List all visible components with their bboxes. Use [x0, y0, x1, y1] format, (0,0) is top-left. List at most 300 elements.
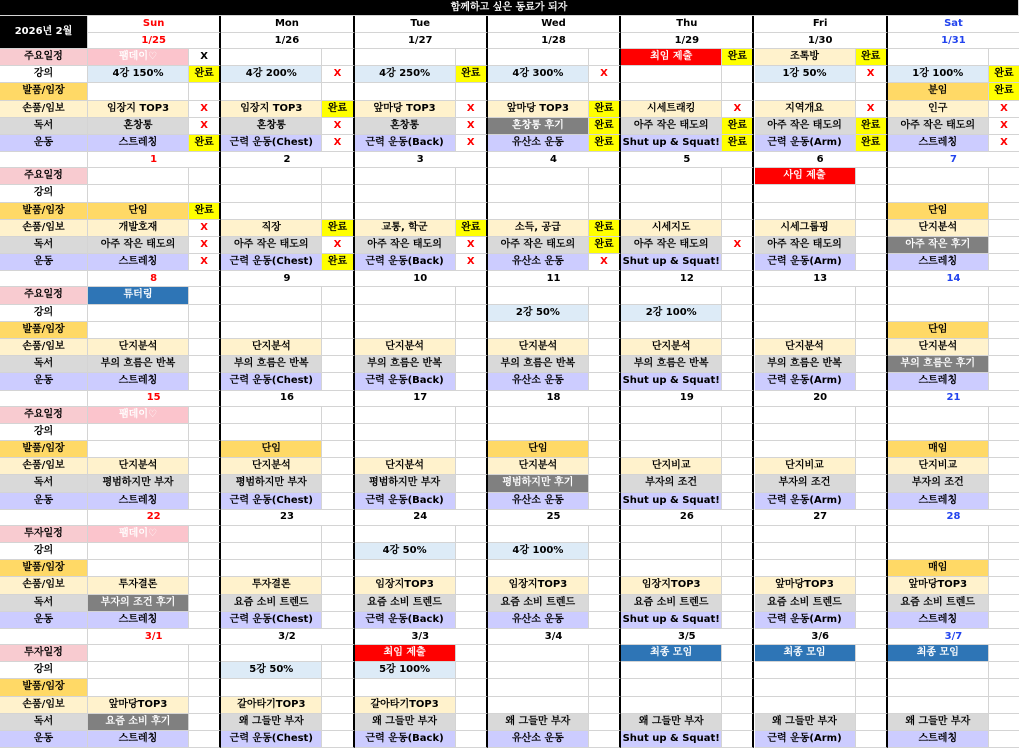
date-cell[interactable]	[488, 271, 621, 287]
row-label[interactable]	[0, 595, 88, 612]
date-cell[interactable]	[355, 510, 488, 526]
status-cell[interactable]	[189, 731, 221, 748]
task-cell[interactable]	[355, 373, 456, 390]
date-cell[interactable]	[221, 152, 354, 168]
status-cell[interactable]	[322, 203, 354, 220]
task-cell[interactable]	[355, 237, 456, 254]
date-cell[interactable]	[488, 152, 621, 168]
row-label[interactable]	[0, 49, 88, 66]
status-cell[interactable]	[322, 305, 354, 322]
task-cell[interactable]	[488, 407, 589, 424]
task-cell[interactable]	[88, 577, 189, 594]
task-cell[interactable]	[355, 679, 456, 696]
status-cell[interactable]	[856, 287, 888, 304]
task-cell[interactable]	[888, 543, 989, 560]
date-cell[interactable]	[888, 271, 1019, 287]
status-cell[interactable]	[189, 101, 221, 118]
task-cell[interactable]	[621, 101, 722, 118]
status-cell[interactable]	[456, 339, 488, 356]
status-cell[interactable]	[989, 493, 1019, 510]
task-cell[interactable]	[621, 220, 722, 237]
task-cell[interactable]	[488, 237, 589, 254]
task-cell[interactable]	[621, 714, 722, 731]
row-label[interactable]	[0, 373, 88, 390]
status-cell[interactable]	[589, 714, 621, 731]
task-cell[interactable]	[221, 118, 322, 135]
task-cell[interactable]	[755, 185, 856, 202]
task-cell[interactable]	[88, 475, 189, 492]
status-cell[interactable]	[322, 254, 354, 271]
status-cell[interactable]	[322, 424, 354, 441]
task-cell[interactable]	[621, 662, 722, 679]
status-cell[interactable]	[189, 254, 221, 271]
status-cell[interactable]	[456, 168, 488, 185]
status-cell[interactable]	[189, 287, 221, 304]
task-cell[interactable]	[888, 49, 989, 66]
status-cell[interactable]	[322, 714, 354, 731]
task-cell[interactable]	[88, 168, 189, 185]
task-cell[interactable]	[888, 373, 989, 390]
status-cell[interactable]	[456, 645, 488, 662]
status-cell[interactable]	[722, 305, 754, 322]
status-cell[interactable]	[456, 595, 488, 612]
status-cell[interactable]	[456, 237, 488, 254]
status-cell[interactable]	[856, 458, 888, 475]
task-cell[interactable]	[621, 118, 722, 135]
status-cell[interactable]	[856, 49, 888, 66]
task-cell[interactable]	[755, 441, 856, 458]
status-cell[interactable]	[856, 168, 888, 185]
task-cell[interactable]	[355, 135, 456, 152]
task-cell[interactable]	[355, 287, 456, 304]
day-name-thu[interactable]	[621, 16, 754, 33]
date-cell[interactable]	[488, 391, 621, 407]
row-label[interactable]	[0, 612, 88, 629]
status-cell[interactable]	[722, 560, 754, 577]
status-cell[interactable]	[989, 679, 1019, 696]
status-cell[interactable]	[322, 220, 354, 237]
task-cell[interactable]	[355, 731, 456, 748]
task-cell[interactable]	[755, 203, 856, 220]
week-gutter[interactable]	[0, 391, 88, 407]
task-cell[interactable]	[621, 577, 722, 594]
task-cell[interactable]	[755, 287, 856, 304]
status-cell[interactable]	[989, 237, 1019, 254]
status-cell[interactable]	[189, 66, 221, 83]
status-cell[interactable]	[589, 645, 621, 662]
task-cell[interactable]	[888, 287, 989, 304]
status-cell[interactable]	[189, 493, 221, 510]
row-label[interactable]	[0, 220, 88, 237]
status-cell[interactable]	[589, 458, 621, 475]
status-cell[interactable]	[722, 322, 754, 339]
status-cell[interactable]	[589, 254, 621, 271]
date-cell[interactable]	[88, 629, 221, 645]
task-cell[interactable]	[888, 731, 989, 748]
status-cell[interactable]	[456, 662, 488, 679]
task-cell[interactable]	[355, 339, 456, 356]
task-cell[interactable]	[755, 254, 856, 271]
row-label[interactable]	[0, 645, 88, 662]
status-cell[interactable]	[722, 339, 754, 356]
row-label[interactable]	[0, 254, 88, 271]
task-cell[interactable]	[755, 168, 856, 185]
task-cell[interactable]	[221, 339, 322, 356]
task-cell[interactable]	[221, 83, 322, 100]
status-cell[interactable]	[722, 373, 754, 390]
task-cell[interactable]	[488, 731, 589, 748]
status-cell[interactable]	[456, 49, 488, 66]
task-cell[interactable]	[355, 577, 456, 594]
task-cell[interactable]	[621, 254, 722, 271]
task-cell[interactable]	[755, 526, 856, 543]
status-cell[interactable]	[989, 714, 1019, 731]
status-cell[interactable]	[589, 731, 621, 748]
date-cell[interactable]	[755, 391, 888, 407]
task-cell[interactable]	[355, 356, 456, 373]
status-cell[interactable]	[456, 356, 488, 373]
task-cell[interactable]	[221, 526, 322, 543]
day-name-wed[interactable]	[488, 16, 621, 33]
status-cell[interactable]	[589, 424, 621, 441]
task-cell[interactable]	[221, 203, 322, 220]
status-cell[interactable]	[322, 662, 354, 679]
task-cell[interactable]	[488, 441, 589, 458]
date-cell[interactable]	[888, 510, 1019, 526]
task-cell[interactable]	[88, 714, 189, 731]
task-cell[interactable]	[621, 612, 722, 629]
status-cell[interactable]	[722, 475, 754, 492]
date-cell[interactable]	[221, 271, 354, 287]
date-cell[interactable]	[755, 33, 888, 49]
task-cell[interactable]	[621, 441, 722, 458]
status-cell[interactable]	[589, 185, 621, 202]
task-cell[interactable]	[621, 679, 722, 696]
status-cell[interactable]	[722, 220, 754, 237]
task-cell[interactable]	[755, 612, 856, 629]
row-label[interactable]	[0, 83, 88, 100]
row-label[interactable]	[0, 662, 88, 679]
task-cell[interactable]	[355, 612, 456, 629]
task-cell[interactable]	[355, 220, 456, 237]
task-cell[interactable]	[488, 287, 589, 304]
status-cell[interactable]	[989, 526, 1019, 543]
task-cell[interactable]	[488, 203, 589, 220]
task-cell[interactable]	[488, 645, 589, 662]
status-cell[interactable]	[722, 287, 754, 304]
task-cell[interactable]	[221, 305, 322, 322]
task-cell[interactable]	[88, 83, 189, 100]
status-cell[interactable]	[722, 526, 754, 543]
status-cell[interactable]	[456, 135, 488, 152]
status-cell[interactable]	[589, 49, 621, 66]
task-cell[interactable]	[621, 237, 722, 254]
task-cell[interactable]	[88, 101, 189, 118]
task-cell[interactable]	[221, 287, 322, 304]
row-label[interactable]	[0, 118, 88, 135]
status-cell[interactable]	[856, 595, 888, 612]
status-cell[interactable]	[989, 135, 1019, 152]
task-cell[interactable]	[621, 424, 722, 441]
status-cell[interactable]	[322, 493, 354, 510]
date-cell[interactable]	[355, 33, 488, 49]
status-cell[interactable]	[322, 475, 354, 492]
task-cell[interactable]	[355, 493, 456, 510]
status-cell[interactable]	[189, 185, 221, 202]
task-cell[interactable]	[755, 356, 856, 373]
date-cell[interactable]	[221, 629, 354, 645]
date-cell[interactable]	[621, 33, 754, 49]
task-cell[interactable]	[355, 697, 456, 714]
status-cell[interactable]	[456, 526, 488, 543]
task-cell[interactable]	[88, 220, 189, 237]
status-cell[interactable]	[322, 731, 354, 748]
task-cell[interactable]	[221, 475, 322, 492]
task-cell[interactable]	[888, 407, 989, 424]
task-cell[interactable]	[355, 560, 456, 577]
task-cell[interactable]	[755, 101, 856, 118]
status-cell[interactable]	[856, 560, 888, 577]
task-cell[interactable]	[621, 407, 722, 424]
status-cell[interactable]	[722, 645, 754, 662]
status-cell[interactable]	[722, 612, 754, 629]
status-cell[interactable]	[456, 560, 488, 577]
task-cell[interactable]	[621, 595, 722, 612]
status-cell[interactable]	[189, 168, 221, 185]
status-cell[interactable]	[589, 83, 621, 100]
status-cell[interactable]	[189, 203, 221, 220]
status-cell[interactable]	[456, 714, 488, 731]
task-cell[interactable]	[88, 697, 189, 714]
task-cell[interactable]	[221, 560, 322, 577]
task-cell[interactable]	[755, 493, 856, 510]
status-cell[interactable]	[722, 714, 754, 731]
status-cell[interactable]	[589, 339, 621, 356]
task-cell[interactable]	[755, 373, 856, 390]
status-cell[interactable]	[589, 305, 621, 322]
status-cell[interactable]	[189, 356, 221, 373]
week-gutter[interactable]	[0, 271, 88, 287]
task-cell[interactable]	[888, 220, 989, 237]
task-cell[interactable]	[488, 526, 589, 543]
date-cell[interactable]	[221, 33, 354, 49]
task-cell[interactable]	[888, 714, 989, 731]
status-cell[interactable]	[856, 66, 888, 83]
task-cell[interactable]	[355, 424, 456, 441]
task-cell[interactable]	[888, 697, 989, 714]
date-cell[interactable]	[621, 629, 754, 645]
task-cell[interactable]	[888, 612, 989, 629]
task-cell[interactable]	[88, 679, 189, 696]
status-cell[interactable]	[589, 595, 621, 612]
row-label[interactable]	[0, 101, 88, 118]
task-cell[interactable]	[621, 493, 722, 510]
task-cell[interactable]	[488, 220, 589, 237]
task-cell[interactable]	[621, 49, 722, 66]
status-cell[interactable]	[856, 339, 888, 356]
task-cell[interactable]	[888, 203, 989, 220]
status-cell[interactable]	[722, 577, 754, 594]
status-cell[interactable]	[322, 49, 354, 66]
status-cell[interactable]	[322, 339, 354, 356]
task-cell[interactable]	[621, 356, 722, 373]
date-cell[interactable]	[755, 271, 888, 287]
status-cell[interactable]	[989, 612, 1019, 629]
status-cell[interactable]	[989, 441, 1019, 458]
task-cell[interactable]	[621, 287, 722, 304]
task-cell[interactable]	[355, 407, 456, 424]
status-cell[interactable]	[722, 424, 754, 441]
task-cell[interactable]	[88, 118, 189, 135]
status-cell[interactable]	[589, 662, 621, 679]
task-cell[interactable]	[88, 185, 189, 202]
task-cell[interactable]	[488, 49, 589, 66]
status-cell[interactable]	[989, 49, 1019, 66]
status-cell[interactable]	[189, 305, 221, 322]
task-cell[interactable]	[755, 662, 856, 679]
status-cell[interactable]	[322, 441, 354, 458]
status-cell[interactable]	[322, 458, 354, 475]
date-cell[interactable]	[88, 391, 221, 407]
task-cell[interactable]	[621, 168, 722, 185]
status-cell[interactable]	[322, 679, 354, 696]
status-cell[interactable]	[589, 168, 621, 185]
task-cell[interactable]	[221, 731, 322, 748]
status-cell[interactable]	[722, 254, 754, 271]
task-cell[interactable]	[355, 49, 456, 66]
task-cell[interactable]	[888, 679, 989, 696]
task-cell[interactable]	[488, 560, 589, 577]
task-cell[interactable]	[888, 526, 989, 543]
status-cell[interactable]	[589, 612, 621, 629]
status-cell[interactable]	[456, 118, 488, 135]
date-cell[interactable]	[88, 33, 221, 49]
task-cell[interactable]	[88, 493, 189, 510]
task-cell[interactable]	[355, 322, 456, 339]
task-cell[interactable]	[488, 475, 589, 492]
status-cell[interactable]	[589, 441, 621, 458]
status-cell[interactable]	[989, 458, 1019, 475]
status-cell[interactable]	[322, 526, 354, 543]
status-cell[interactable]	[989, 595, 1019, 612]
task-cell[interactable]	[221, 49, 322, 66]
task-cell[interactable]	[488, 66, 589, 83]
status-cell[interactable]	[322, 612, 354, 629]
row-label[interactable]	[0, 305, 88, 322]
status-cell[interactable]	[322, 237, 354, 254]
date-cell[interactable]	[88, 152, 221, 168]
task-cell[interactable]	[488, 135, 589, 152]
row-label[interactable]	[0, 356, 88, 373]
task-cell[interactable]	[621, 203, 722, 220]
task-cell[interactable]	[755, 407, 856, 424]
status-cell[interactable]	[589, 526, 621, 543]
task-cell[interactable]	[355, 66, 456, 83]
status-cell[interactable]	[989, 118, 1019, 135]
status-cell[interactable]	[856, 731, 888, 748]
status-cell[interactable]	[189, 645, 221, 662]
task-cell[interactable]	[755, 475, 856, 492]
status-cell[interactable]	[322, 168, 354, 185]
status-cell[interactable]	[589, 66, 621, 83]
week-gutter[interactable]	[0, 510, 88, 526]
date-cell[interactable]	[888, 391, 1019, 407]
task-cell[interactable]	[88, 543, 189, 560]
task-cell[interactable]	[488, 322, 589, 339]
task-cell[interactable]	[88, 66, 189, 83]
status-cell[interactable]	[589, 220, 621, 237]
task-cell[interactable]	[221, 101, 322, 118]
status-cell[interactable]	[989, 305, 1019, 322]
status-cell[interactable]	[456, 287, 488, 304]
task-cell[interactable]	[621, 475, 722, 492]
status-cell[interactable]	[589, 577, 621, 594]
status-cell[interactable]	[456, 612, 488, 629]
task-cell[interactable]	[88, 560, 189, 577]
task-cell[interactable]	[888, 577, 989, 594]
date-cell[interactable]	[88, 271, 221, 287]
day-name-tue[interactable]	[355, 16, 488, 33]
task-cell[interactable]	[88, 526, 189, 543]
status-cell[interactable]	[456, 697, 488, 714]
date-cell[interactable]	[621, 510, 754, 526]
status-cell[interactable]	[456, 679, 488, 696]
task-cell[interactable]	[488, 577, 589, 594]
status-cell[interactable]	[589, 697, 621, 714]
status-cell[interactable]	[989, 339, 1019, 356]
status-cell[interactable]	[856, 475, 888, 492]
task-cell[interactable]	[88, 322, 189, 339]
task-cell[interactable]	[755, 339, 856, 356]
row-label[interactable]	[0, 493, 88, 510]
status-cell[interactable]	[722, 203, 754, 220]
task-cell[interactable]	[355, 185, 456, 202]
status-cell[interactable]	[722, 458, 754, 475]
task-cell[interactable]	[355, 101, 456, 118]
task-cell[interactable]	[488, 612, 589, 629]
task-cell[interactable]	[221, 645, 322, 662]
status-cell[interactable]	[989, 424, 1019, 441]
status-cell[interactable]	[856, 118, 888, 135]
status-cell[interactable]	[856, 220, 888, 237]
task-cell[interactable]	[755, 322, 856, 339]
task-cell[interactable]	[221, 424, 322, 441]
status-cell[interactable]	[722, 731, 754, 748]
task-cell[interactable]	[221, 373, 322, 390]
task-cell[interactable]	[221, 254, 322, 271]
status-cell[interactable]	[189, 697, 221, 714]
status-cell[interactable]	[722, 441, 754, 458]
status-cell[interactable]	[856, 697, 888, 714]
task-cell[interactable]	[755, 577, 856, 594]
task-cell[interactable]	[888, 322, 989, 339]
task-cell[interactable]	[621, 543, 722, 560]
task-cell[interactable]	[88, 662, 189, 679]
status-cell[interactable]	[456, 185, 488, 202]
status-cell[interactable]	[322, 697, 354, 714]
task-cell[interactable]	[621, 66, 722, 83]
status-cell[interactable]	[989, 83, 1019, 100]
status-cell[interactable]	[722, 679, 754, 696]
status-cell[interactable]	[456, 458, 488, 475]
status-cell[interactable]	[722, 356, 754, 373]
status-cell[interactable]	[589, 475, 621, 492]
date-cell[interactable]	[888, 152, 1019, 168]
task-cell[interactable]	[621, 305, 722, 322]
row-label[interactable]	[0, 424, 88, 441]
status-cell[interactable]	[189, 441, 221, 458]
status-cell[interactable]	[456, 83, 488, 100]
